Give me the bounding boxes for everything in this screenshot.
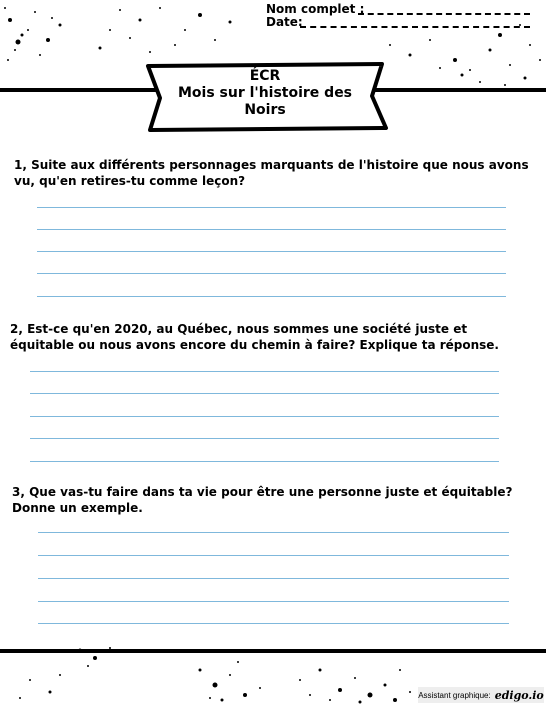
footer-credit [418,687,544,703]
writing-line [37,207,506,208]
date-field[interactable] [300,26,530,28]
title-line-2: Mois sur l'histoire des [177,85,353,101]
writing-line [38,578,509,579]
writing-line [30,371,499,372]
name-label: Nom complet : [266,2,365,16]
writing-line [30,416,499,417]
question-1: 1, Suite aux différents personnages marquants de l'histoire que nous avons vu, qu'en retires-tu comme leçon? [14,158,529,188]
question-2: 2, Est-ce qu'en 2020, au Québec, nous sommes une société juste et équitable ou nous avons encore du chemin à faire? Explique ta réponse. [10,322,499,352]
writing-line [37,229,506,230]
writing-line [37,296,506,297]
writing-line [38,601,509,602]
writing-line [37,251,506,252]
footer-label: Assistant graphique: [418,690,491,700]
writing-line [30,438,499,439]
writing-line [38,532,509,533]
title-line-3: Noirs [244,102,286,118]
date-label: Date: [266,15,303,29]
page-title [150,68,380,119]
question-3: 3, Que vas-tu faire dans ta vie pour être une personne juste et équitable? Donne un exemple. [12,485,513,515]
writing-line [30,393,499,394]
writing-line [38,623,509,624]
writing-line [37,273,506,274]
edigo-logo: edigo.io [494,688,544,702]
name-field[interactable] [358,13,530,15]
writing-line [30,461,499,462]
title-line-1: ÉCR [249,68,281,84]
writing-line [38,555,509,556]
